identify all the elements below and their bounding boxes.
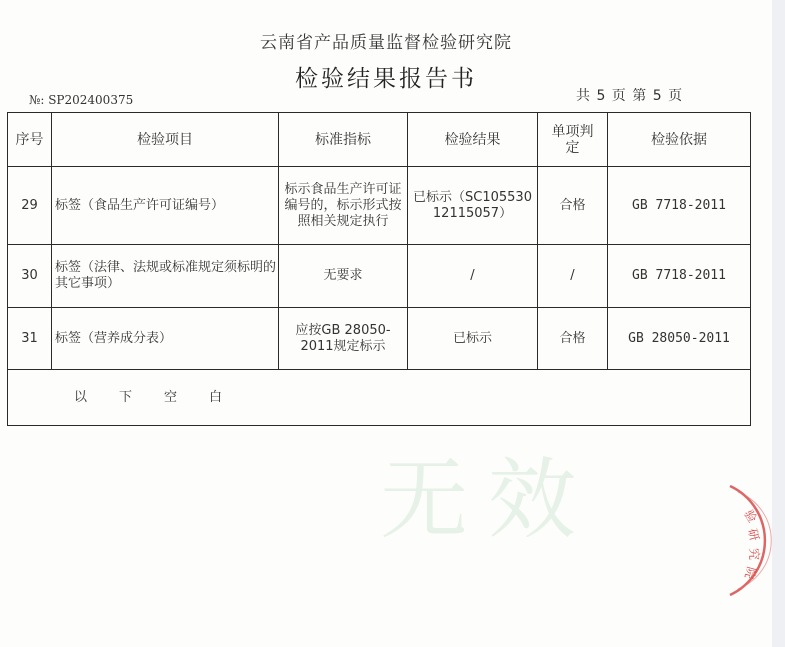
- row-item: 标签（食品生产许可证编号）: [52, 167, 279, 245]
- row-judgement: 合格: [538, 308, 608, 370]
- row-item: 标签（法律、法规或标准规定须标明的其它事项）: [52, 245, 279, 308]
- report-number: №: SP202400375: [29, 93, 134, 107]
- blank-note-char: 以: [74, 389, 88, 405]
- row-result: 已标示（SC10553012115057）: [408, 167, 538, 245]
- row-seq: 31: [8, 308, 52, 370]
- row-seq: 29: [8, 167, 52, 245]
- row-standard: 标示食品生产许可证编号的，标示形式按照相关规定执行: [279, 167, 408, 245]
- row-basis: GB 7718-2011: [608, 245, 751, 308]
- page-info: 共 5 页 第 5 页: [576, 88, 684, 104]
- row-standard: 应按GB 28050-2011规定标示: [279, 308, 408, 370]
- page-edge: [772, 0, 785, 647]
- row-standard: 无要求: [279, 245, 408, 308]
- table-header-row: [8, 113, 751, 167]
- report-title: 检验结果报告书: [295, 66, 477, 92]
- svg-text:院: 院: [741, 565, 759, 581]
- row-item: 标签（营养成分表）: [52, 308, 279, 370]
- svg-text:究: 究: [747, 548, 761, 561]
- row-result: 已标示: [408, 308, 538, 370]
- header-basis: 检验依据: [608, 113, 751, 167]
- organization-name: 云南省产品质量监督检验研究院: [260, 33, 512, 53]
- svg-text:研: 研: [745, 527, 762, 543]
- blank-note-char: 白: [209, 389, 223, 405]
- header-item: 检验项目: [52, 113, 279, 167]
- header-standard: 标准指标: [279, 113, 408, 167]
- row-judgement: 合格: [538, 167, 608, 245]
- watermark-invalid: 无效: [380, 448, 597, 551]
- row-judgement: /: [538, 245, 608, 308]
- row-basis: GB 7718-2011: [608, 167, 751, 245]
- header-judgement: 单项判定: [538, 113, 608, 167]
- blank-row: [8, 370, 751, 426]
- blank-note-char: 下: [119, 389, 133, 405]
- row-result: /: [408, 245, 538, 308]
- svg-text:验: 验: [741, 507, 760, 525]
- table-row: [8, 245, 751, 308]
- table-row: [8, 167, 751, 245]
- header-seq: 序号: [8, 113, 52, 167]
- blank-note-char: 空: [164, 389, 178, 405]
- header-result: 检验结果: [408, 113, 538, 167]
- blank-note: [8, 370, 751, 426]
- table-row: [8, 308, 751, 370]
- row-seq: 30: [8, 245, 52, 308]
- row-basis: GB 28050-2011: [608, 308, 751, 370]
- results-table: [7, 112, 751, 426]
